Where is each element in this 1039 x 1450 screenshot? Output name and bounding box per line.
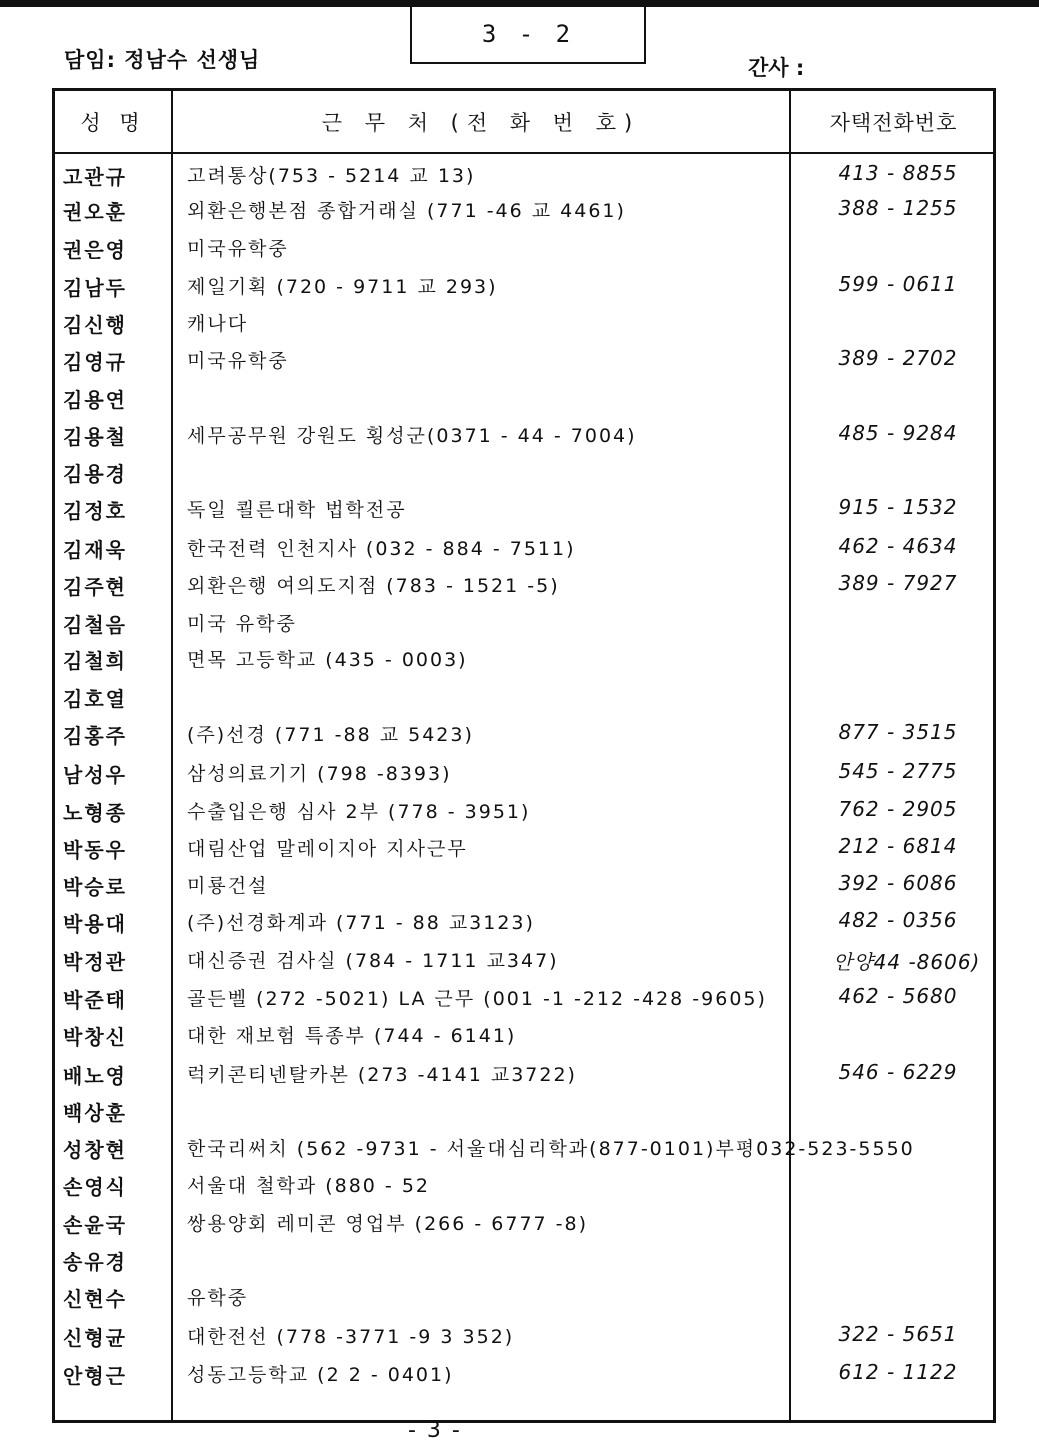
member-name: 신형균 (63, 1326, 127, 1350)
home-phone: 482 - 0356 (838, 908, 958, 932)
member-name: 김남두 (63, 276, 127, 300)
table-row (55, 1322, 993, 1359)
table-row (55, 609, 993, 646)
workplace: 삼성의료기기 (798 -8393) (187, 763, 452, 785)
member-name: 배노영 (63, 1064, 127, 1088)
member-name: 손영식 (63, 1175, 127, 1199)
member-name: 박용대 (63, 912, 127, 936)
workplace: 골든벨 (272 -5021) LA 근무 (001 -1 -212 -428 -9605) (187, 988, 767, 1010)
home-phone: 485 - 9284 (838, 421, 958, 445)
member-name: 안형근 (63, 1364, 127, 1388)
member-name: 김철희 (63, 649, 127, 673)
home-phone: 389 - 7927 (838, 571, 958, 595)
workplace: 고려통상(753 - 5214 교 13) (187, 165, 476, 187)
member-name: 김용경 (63, 462, 127, 486)
member-name: 김철음 (63, 613, 127, 637)
table-row (55, 1246, 993, 1283)
workplace: (주)선경 (771 -88 교 5423) (187, 724, 474, 746)
table-row (55, 759, 993, 796)
home-phone: 915 - 1532 (838, 495, 958, 519)
table-row (55, 871, 993, 908)
workplace: 면목 고등학교 (435 - 0003) (187, 649, 468, 671)
member-name: 김호열 (63, 687, 127, 711)
member-name: 손윤국 (63, 1213, 127, 1237)
home-phone: 545 - 2775 (838, 759, 958, 783)
directory-table (52, 88, 996, 1423)
workplace: 한국전력 인천지사 (032 - 884 - 7511) (187, 538, 576, 560)
table-row (55, 234, 993, 271)
header-workplace: 근 무 처 (전 화 번 호) (321, 110, 641, 135)
table-row (55, 346, 993, 383)
home-phone: 389 - 2702 (838, 346, 958, 370)
member-name: 박동우 (63, 838, 127, 862)
workplace: 외환은행본점 종합거래실 (771 -46 교 4461) (187, 200, 626, 222)
table-row (55, 309, 993, 346)
workplace: 대림산업 말레이지아 지사근무 (187, 838, 468, 860)
home-phone: 599 - 0611 (838, 272, 958, 296)
member-name: 김주현 (63, 575, 127, 599)
table-row (55, 834, 993, 871)
home-phone: 322 - 5651 (838, 1322, 958, 1346)
member-name: 김영규 (63, 350, 127, 374)
table-row (55, 1060, 993, 1097)
table-row (55, 720, 993, 757)
table-row (55, 1021, 993, 1058)
member-name: 김홍주 (63, 724, 127, 748)
table-row (55, 161, 993, 198)
member-name: 김용철 (63, 425, 127, 449)
table-row (55, 1283, 993, 1320)
workplace: 세무공무원 강원도 횡성군(0371 - 44 - 7004) (187, 425, 637, 447)
home-phone: 877 - 3515 (838, 720, 958, 744)
workplace: 유학중 (187, 1287, 249, 1309)
home-phone: 462 - 4634 (838, 534, 958, 558)
table-row (55, 196, 993, 233)
table-row (55, 384, 993, 421)
header-divider (55, 152, 993, 154)
table-row (55, 1209, 993, 1246)
workplace: 한국리써치 (562 -9731 - 서울대심리학과(877-0101)부평032-523-5550 (187, 1138, 915, 1160)
member-name: 노형종 (63, 801, 127, 825)
table-row (55, 1134, 993, 1171)
table-row (55, 571, 993, 608)
table-row (55, 421, 993, 458)
home-phone: 762 - 2905 (838, 797, 958, 821)
workplace: 성동고등학교 (2 2 - 0401) (187, 1364, 454, 1386)
member-name: 권오훈 (63, 200, 127, 224)
workplace: 쌍용양회 레미콘 영업부 (266 - 6777 -8) (187, 1213, 589, 1235)
member-name: 성창현 (63, 1138, 127, 1162)
workplace: (주)선경화계과 (771 - 88 교3123) (187, 912, 535, 934)
secretary-label: 간사 : (748, 56, 805, 80)
member-name: 백상훈 (63, 1101, 127, 1125)
header-name: 성 명 (80, 110, 146, 135)
page-number-box: 3 - 2 (410, 6, 646, 64)
table-row (55, 645, 993, 682)
home-phone: 안양44 -8606) (833, 950, 981, 974)
workplace: 대신증권 검사실 (784 - 1711 교347) (187, 950, 559, 972)
workplace: 미국 유학중 (187, 613, 297, 635)
table-row (55, 534, 993, 571)
table-row (55, 458, 993, 495)
home-phone: 388 - 1255 (838, 196, 958, 220)
home-phone: 392 - 6086 (838, 871, 958, 895)
member-name: 고관규 (63, 165, 127, 189)
workplace: 미국유학중 (187, 350, 289, 372)
table-row (55, 495, 993, 532)
member-name: 김신행 (63, 313, 127, 337)
member-name: 박준태 (63, 988, 127, 1012)
table-row (55, 1097, 993, 1134)
member-name: 김재욱 (63, 538, 127, 562)
member-name: 김용연 (63, 388, 127, 412)
table-row (55, 797, 993, 834)
home-phone: 462 - 5680 (838, 984, 958, 1008)
table-row (55, 984, 993, 1021)
home-phone: 212 - 6814 (838, 834, 958, 858)
workplace: 외환은행 여의도지점 (783 - 1521 -5) (187, 575, 560, 597)
workplace: 미룡건설 (187, 875, 269, 897)
workplace: 럭키콘티넨탈카본 (273 -4141 교3722) (187, 1064, 577, 1086)
workplace: 미국유학중 (187, 238, 289, 260)
table-row (55, 272, 993, 309)
workplace: 수출입은행 심사 2부 (778 - 3951) (187, 801, 531, 823)
member-name: 권은영 (63, 238, 127, 262)
workplace: 독일 쾰른대학 법학전공 (187, 499, 407, 521)
table-row (55, 1171, 993, 1208)
member-name: 송유경 (63, 1250, 127, 1274)
member-name: 박정관 (63, 950, 127, 974)
page-footer: - 3 - (408, 1418, 462, 1443)
table-row (55, 1360, 993, 1397)
workplace: 대한 재보험 특종부 (744 - 6141) (187, 1025, 517, 1047)
workplace: 대한전선 (778 -3771 -9 3 352) (187, 1326, 515, 1348)
workplace: 캐나다 (187, 313, 249, 335)
workplace: 제일기획 (720 - 9711 교 293) (187, 276, 498, 298)
member-name: 박창신 (63, 1025, 127, 1049)
member-name: 남성우 (63, 763, 127, 787)
home-phone: 612 - 1122 (838, 1360, 958, 1384)
table-row (55, 908, 993, 945)
header-home-phone: 자택전화번호 (829, 110, 958, 135)
homeroom-teacher: 담임: 정남수 선생님 (64, 48, 261, 72)
home-phone: 546 - 6229 (838, 1060, 958, 1084)
home-phone: 413 - 8855 (838, 161, 958, 185)
workplace: 서울대 철학과 (880 - 52 (187, 1175, 430, 1197)
member-name: 박승로 (63, 875, 127, 899)
table-row (55, 946, 993, 983)
table-row (55, 683, 993, 720)
member-name: 신현수 (63, 1287, 127, 1311)
member-name: 김정호 (63, 499, 127, 523)
